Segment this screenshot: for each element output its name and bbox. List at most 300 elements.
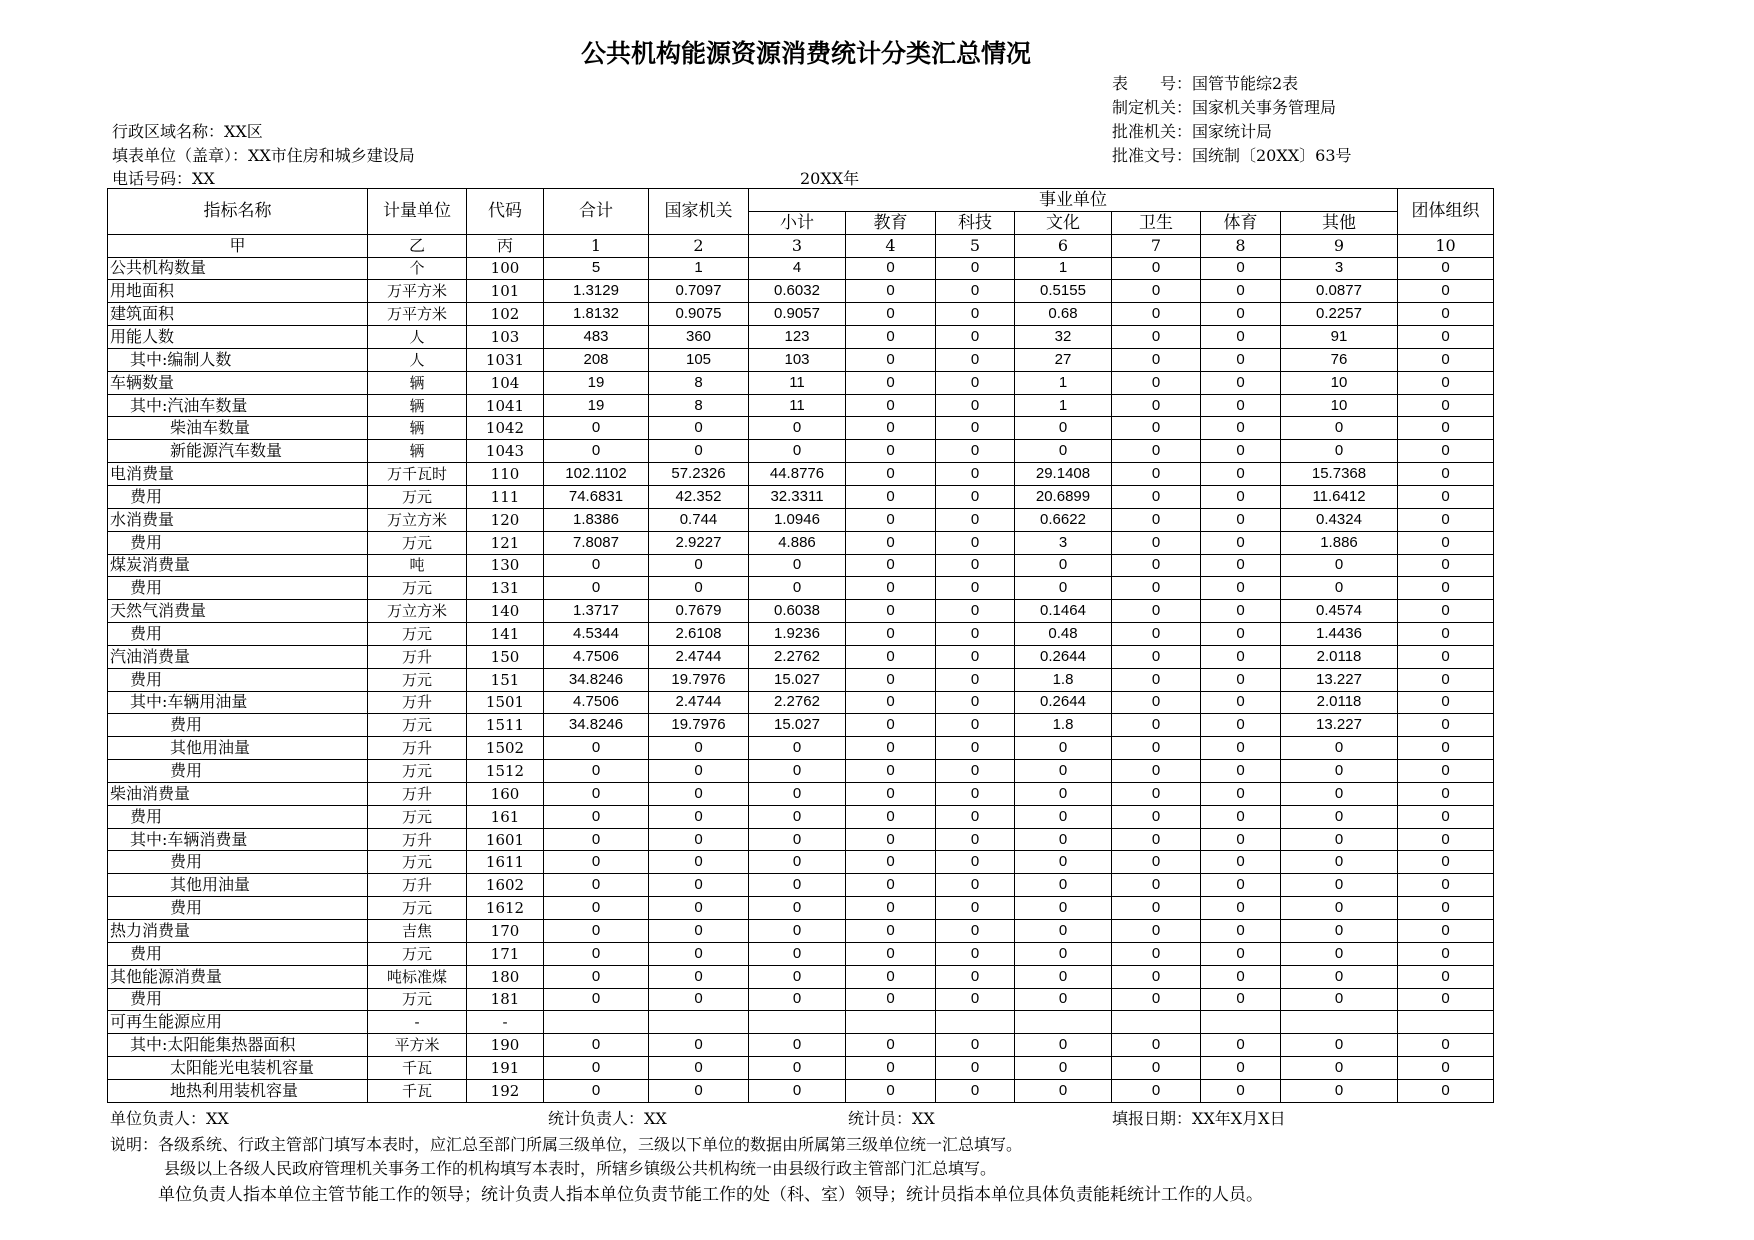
value-cell (649, 1011, 749, 1034)
value-cell: 0 (846, 531, 936, 554)
row-name: 太阳能光电装机容量 (108, 1057, 368, 1080)
value-cell: 20.6899 (1015, 485, 1112, 508)
row-unit: 万元 (368, 942, 467, 965)
value-cell: 13.227 (1281, 714, 1398, 737)
value-cell: 0 (1398, 371, 1494, 394)
table-row (108, 600, 1494, 623)
value-cell: 0 (936, 1034, 1015, 1057)
value-cell: 0 (936, 280, 1015, 303)
row-unit: 万元 (368, 851, 467, 874)
row-code: 171 (467, 942, 544, 965)
header-health: 卫生 (1112, 211, 1201, 234)
value-cell: 0 (1201, 463, 1281, 486)
value-cell: 0 (936, 668, 1015, 691)
value-cell (936, 1011, 1015, 1034)
value-cell: 0.5155 (1015, 280, 1112, 303)
row-name: 车辆数量 (108, 371, 368, 394)
value-cell: 0.7679 (649, 600, 749, 623)
value-cell: 0 (846, 737, 936, 760)
row-code: 100 (467, 257, 544, 280)
value-cell: 0.2257 (1281, 303, 1398, 326)
value-cell (544, 1011, 649, 1034)
index-cell: 10 (1398, 234, 1494, 257)
note-1: 说明：各级系统、行政主管部门填写本表时，应汇总至部门所属三级单位，三级以下单位的数据由所属第三级单位统一汇总填写。 (110, 1135, 1023, 1154)
row-name: 新能源汽车数量 (108, 440, 368, 463)
row-unit: 万升 (368, 737, 467, 760)
value-cell: 0 (846, 371, 936, 394)
filling-unit: 填表单位（盖章）：XX市住房和城乡建设局 (112, 146, 415, 165)
value-cell: 0 (1201, 348, 1281, 371)
header-institutions: 事业单位 (749, 189, 1398, 212)
row-name: 热力消费量 (108, 920, 368, 943)
row-unit: 万立方米 (368, 508, 467, 531)
value-cell: 8 (649, 394, 749, 417)
value-cell: 0 (1398, 1057, 1494, 1080)
value-cell: 0 (846, 988, 936, 1011)
value-cell: 0 (649, 760, 749, 783)
value-cell: 0 (649, 1034, 749, 1057)
value-cell: 2.4744 (649, 691, 749, 714)
value-cell: 27 (1015, 348, 1112, 371)
value-cell: 0 (544, 782, 649, 805)
value-cell: 0 (1398, 623, 1494, 646)
value-cell: 11 (749, 371, 846, 394)
table-row (108, 805, 1494, 828)
row-code: 1042 (467, 417, 544, 440)
value-cell: 0 (846, 508, 936, 531)
table-row (108, 942, 1494, 965)
row-unit: 辆 (368, 371, 467, 394)
value-cell: 1.3129 (544, 280, 649, 303)
statistics-table (107, 188, 1494, 1103)
value-cell: 0 (1112, 1057, 1201, 1080)
header-subtotal: 小计 (749, 211, 846, 234)
value-cell: 0 (1201, 1057, 1281, 1080)
value-cell: 208 (544, 348, 649, 371)
value-cell: 0 (1281, 988, 1398, 1011)
value-cell: 0 (1398, 942, 1494, 965)
value-cell: 0 (544, 1057, 649, 1080)
value-cell: 0 (1015, 1057, 1112, 1080)
value-cell: 0 (1398, 417, 1494, 440)
value-cell: 0.4574 (1281, 600, 1398, 623)
value-cell: 11.6412 (1281, 485, 1398, 508)
value-cell: 0 (846, 257, 936, 280)
header-culture: 文化 (1015, 211, 1112, 234)
value-cell: 0 (1398, 920, 1494, 943)
value-cell: 0 (846, 942, 936, 965)
value-cell: 123 (749, 326, 846, 349)
value-cell: 2.6108 (649, 623, 749, 646)
index-cell: 6 (1015, 234, 1112, 257)
value-cell: 0 (749, 440, 846, 463)
header-sports: 体育 (1201, 211, 1281, 234)
value-cell: 0 (846, 417, 936, 440)
value-cell: 0 (1201, 440, 1281, 463)
row-unit: 万元 (368, 577, 467, 600)
value-cell: 1 (1015, 371, 1112, 394)
value-cell: 0 (1398, 714, 1494, 737)
value-cell: 0 (649, 965, 749, 988)
value-cell: 0 (1112, 554, 1201, 577)
value-cell: 0 (846, 782, 936, 805)
value-cell: 19.7976 (649, 668, 749, 691)
value-cell: 0 (544, 920, 649, 943)
value-cell: 0 (749, 1034, 846, 1057)
value-cell: 0 (1015, 965, 1112, 988)
value-cell: 0 (649, 828, 749, 851)
value-cell: 0 (1112, 737, 1201, 760)
value-cell: 0 (1112, 1079, 1201, 1102)
row-name: 费用 (108, 531, 368, 554)
header-code: 代码 (467, 189, 544, 235)
table-row (108, 303, 1494, 326)
value-cell: 0 (1201, 828, 1281, 851)
value-cell: 0 (1015, 988, 1112, 1011)
row-name: 费用 (108, 760, 368, 783)
value-cell: 0 (1015, 760, 1112, 783)
row-unit: 辆 (368, 417, 467, 440)
row-code: 1612 (467, 897, 544, 920)
header-row-1 (108, 189, 1494, 212)
form-number: 表 号：国管节能综2表 (1112, 74, 1299, 93)
table-row (108, 1011, 1494, 1034)
value-cell: 0 (1015, 737, 1112, 760)
value-cell: 0 (1398, 577, 1494, 600)
value-cell: 0 (1112, 714, 1201, 737)
value-cell: 0 (1281, 805, 1398, 828)
region-name: 行政区域名称：XX区 (112, 122, 263, 141)
value-cell: 0 (1398, 897, 1494, 920)
value-cell: 0 (1112, 805, 1201, 828)
row-name: 其他用油量 (108, 874, 368, 897)
row-code: 180 (467, 965, 544, 988)
value-cell (1398, 1011, 1494, 1034)
value-cell: 0 (544, 1034, 649, 1057)
value-cell: 0 (1201, 920, 1281, 943)
value-cell: 0 (936, 417, 1015, 440)
index-cell: 甲 (108, 234, 368, 257)
value-cell: 0 (1281, 851, 1398, 874)
value-cell: 15.7368 (1281, 463, 1398, 486)
approving-authority: 批准机关：国家统计局 (1112, 122, 1273, 141)
value-cell: 0 (1112, 874, 1201, 897)
table-row (108, 463, 1494, 486)
value-cell: 0 (1201, 691, 1281, 714)
value-cell: 0 (1201, 874, 1281, 897)
value-cell: 0 (1015, 920, 1112, 943)
value-cell: 0 (1015, 1034, 1112, 1057)
value-cell: 0 (1015, 1079, 1112, 1102)
value-cell: 0 (846, 1057, 936, 1080)
row-code: 151 (467, 668, 544, 691)
row-unit: 万元 (368, 805, 467, 828)
value-cell: 10 (1281, 371, 1398, 394)
index-cell: 2 (649, 234, 749, 257)
row-unit: 吨 (368, 554, 467, 577)
value-cell: 0 (1015, 782, 1112, 805)
value-cell: 0 (936, 965, 1015, 988)
value-cell: 0 (846, 965, 936, 988)
value-cell: 0 (1281, 1057, 1398, 1080)
value-cell: 0 (649, 577, 749, 600)
value-cell: 13.227 (1281, 668, 1398, 691)
value-cell: 0 (846, 623, 936, 646)
value-cell: 0 (1112, 988, 1201, 1011)
value-cell: 0 (1112, 508, 1201, 531)
value-cell: 0 (1398, 828, 1494, 851)
row-code: 141 (467, 623, 544, 646)
value-cell: 0 (846, 554, 936, 577)
value-cell (1015, 1011, 1112, 1034)
value-cell: 15.027 (749, 668, 846, 691)
value-cell: 0 (749, 805, 846, 828)
row-unit: 万元 (368, 714, 467, 737)
row-unit: - (368, 1011, 467, 1034)
value-cell (1201, 1011, 1281, 1034)
value-cell: 74.6831 (544, 485, 649, 508)
value-cell: 0 (1112, 326, 1201, 349)
table-row (108, 1057, 1494, 1080)
table-row (108, 874, 1494, 897)
value-cell: 0 (1201, 668, 1281, 691)
value-cell: 91 (1281, 326, 1398, 349)
value-cell: 0 (1112, 760, 1201, 783)
row-name: 建筑面积 (108, 303, 368, 326)
row-code: 150 (467, 645, 544, 668)
header-total: 合计 (544, 189, 649, 235)
row-code: 1601 (467, 828, 544, 851)
value-cell: 0 (1112, 668, 1201, 691)
value-cell: 0.1464 (1015, 600, 1112, 623)
value-cell: 0 (749, 1079, 846, 1102)
value-cell: 0 (846, 874, 936, 897)
value-cell: 0 (936, 531, 1015, 554)
value-cell: 0.4324 (1281, 508, 1398, 531)
row-name: 费用 (108, 714, 368, 737)
value-cell: 0 (846, 645, 936, 668)
row-unit: 千瓦 (368, 1079, 467, 1102)
row-name: 煤炭消费量 (108, 554, 368, 577)
row-name: 用地面积 (108, 280, 368, 303)
value-cell: 0 (544, 577, 649, 600)
value-cell: 0.0877 (1281, 280, 1398, 303)
value-cell: 1.8 (1015, 714, 1112, 737)
table-row (108, 645, 1494, 668)
row-code: 101 (467, 280, 544, 303)
value-cell: 0 (649, 805, 749, 828)
value-cell: 0 (1398, 737, 1494, 760)
value-cell: 0 (1398, 874, 1494, 897)
value-cell: 0 (936, 394, 1015, 417)
value-cell: 0 (749, 737, 846, 760)
value-cell: 1.886 (1281, 531, 1398, 554)
table-row (108, 508, 1494, 531)
value-cell: 0 (936, 851, 1015, 874)
value-cell: 0 (1201, 577, 1281, 600)
value-cell: 0 (1398, 326, 1494, 349)
value-cell: 0 (846, 463, 936, 486)
table-row (108, 760, 1494, 783)
value-cell (846, 1011, 936, 1034)
index-cell: 5 (936, 234, 1015, 257)
value-cell: 0 (1201, 485, 1281, 508)
value-cell: 0 (1398, 257, 1494, 280)
value-cell: 3 (1015, 531, 1112, 554)
value-cell: 0 (1112, 394, 1201, 417)
table-row (108, 828, 1494, 851)
value-cell: 0 (936, 714, 1015, 737)
value-cell: 0 (1112, 577, 1201, 600)
value-cell: 0 (936, 600, 1015, 623)
value-cell: 0 (1398, 691, 1494, 714)
row-code: 103 (467, 326, 544, 349)
value-cell: 0 (1112, 942, 1201, 965)
value-cell: 0 (544, 737, 649, 760)
value-cell: 0 (1398, 668, 1494, 691)
row-unit: 人 (368, 348, 467, 371)
value-cell: 0 (1201, 394, 1281, 417)
value-cell: 360 (649, 326, 749, 349)
row-code: 160 (467, 782, 544, 805)
value-cell (1112, 1011, 1201, 1034)
value-cell: 2.2762 (749, 645, 846, 668)
value-cell: 0 (1281, 897, 1398, 920)
value-cell: 0 (1281, 874, 1398, 897)
value-cell: 0 (1112, 691, 1201, 714)
row-unit: 万元 (368, 760, 467, 783)
row-name: 费用 (108, 577, 368, 600)
value-cell: 0 (936, 760, 1015, 783)
table-row (108, 851, 1494, 874)
value-cell: 0.7097 (649, 280, 749, 303)
header-name: 指标名称 (108, 189, 368, 235)
index-cell: 4 (846, 234, 936, 257)
value-cell: 0 (649, 737, 749, 760)
value-cell: 19 (544, 371, 649, 394)
value-cell: 0 (846, 348, 936, 371)
row-code: - (467, 1011, 544, 1034)
value-cell: 0 (649, 1079, 749, 1102)
value-cell: 0 (1281, 577, 1398, 600)
phone-number: 电话号码：XX (112, 169, 215, 188)
row-name: 费用 (108, 623, 368, 646)
value-cell: 0 (1398, 760, 1494, 783)
row-name: 其中:车辆消费量 (108, 828, 368, 851)
value-cell: 0 (936, 805, 1015, 828)
value-cell (749, 1011, 846, 1034)
index-cell: 8 (1201, 234, 1281, 257)
table-row (108, 920, 1494, 943)
table-row (108, 485, 1494, 508)
value-cell: 0 (1201, 988, 1281, 1011)
value-cell: 42.352 (649, 485, 749, 508)
row-name: 费用 (108, 805, 368, 828)
value-cell: 0 (846, 280, 936, 303)
value-cell: 0 (846, 577, 936, 600)
value-cell: 0 (1398, 851, 1494, 874)
value-cell: 0 (544, 965, 649, 988)
value-cell: 0 (649, 874, 749, 897)
table-row (108, 965, 1494, 988)
row-name: 柴油消费量 (108, 782, 368, 805)
row-unit: 万升 (368, 782, 467, 805)
row-name: 其中:编制人数 (108, 348, 368, 371)
value-cell: 0 (1112, 851, 1201, 874)
table-row (108, 668, 1494, 691)
value-cell: 0 (1398, 508, 1494, 531)
value-cell: 0 (1112, 303, 1201, 326)
value-cell: 0 (846, 714, 936, 737)
value-cell: 0 (649, 851, 749, 874)
row-code: 140 (467, 600, 544, 623)
value-cell: 0 (1398, 348, 1494, 371)
value-cell: 0 (1281, 828, 1398, 851)
value-cell: 0 (544, 828, 649, 851)
row-code: 1031 (467, 348, 544, 371)
row-name: 费用 (108, 942, 368, 965)
value-cell: 0 (544, 942, 649, 965)
value-cell: 0 (936, 371, 1015, 394)
row-code: 111 (467, 485, 544, 508)
value-cell: 0 (1281, 417, 1398, 440)
value-cell: 0 (846, 805, 936, 828)
value-cell: 15.027 (749, 714, 846, 737)
value-cell: 0 (1281, 965, 1398, 988)
value-cell: 1 (1015, 257, 1112, 280)
value-cell: 0 (1201, 965, 1281, 988)
value-cell: 4.5344 (544, 623, 649, 646)
table-row (108, 371, 1494, 394)
table-row (108, 577, 1494, 600)
row-unit: 千瓦 (368, 1057, 467, 1080)
value-cell: 0 (1281, 1079, 1398, 1102)
row-unit: 万平方米 (368, 280, 467, 303)
row-unit: 万元 (368, 531, 467, 554)
value-cell: 0 (1281, 782, 1398, 805)
table-row (108, 988, 1494, 1011)
value-cell: 0 (749, 760, 846, 783)
row-code: 131 (467, 577, 544, 600)
value-cell: 0 (1015, 942, 1112, 965)
row-code: 1502 (467, 737, 544, 760)
row-code: 121 (467, 531, 544, 554)
value-cell: 0 (1398, 645, 1494, 668)
row-unit: 吉焦 (368, 920, 467, 943)
index-cell: 乙 (368, 234, 467, 257)
table-row (108, 440, 1494, 463)
value-cell: 0 (1112, 463, 1201, 486)
value-cell: 0 (1112, 257, 1201, 280)
value-cell: 32 (1015, 326, 1112, 349)
value-cell: 0 (649, 554, 749, 577)
page-title: 公共机构能源资源消费统计分类汇总情况 (580, 39, 1031, 68)
value-cell: 0 (936, 645, 1015, 668)
row-code: 191 (467, 1057, 544, 1080)
unit-head: 单位负责人：XX (110, 1109, 229, 1128)
value-cell: 0 (846, 828, 936, 851)
value-cell: 0 (544, 554, 649, 577)
value-cell: 44.8776 (749, 463, 846, 486)
value-cell: 0 (936, 897, 1015, 920)
row-name: 费用 (108, 851, 368, 874)
value-cell: 1.8 (1015, 668, 1112, 691)
value-cell: 0 (1201, 851, 1281, 874)
value-cell: 0 (1398, 280, 1494, 303)
value-cell: 0 (649, 440, 749, 463)
row-name: 汽油消费量 (108, 645, 368, 668)
value-cell: 0 (544, 760, 649, 783)
